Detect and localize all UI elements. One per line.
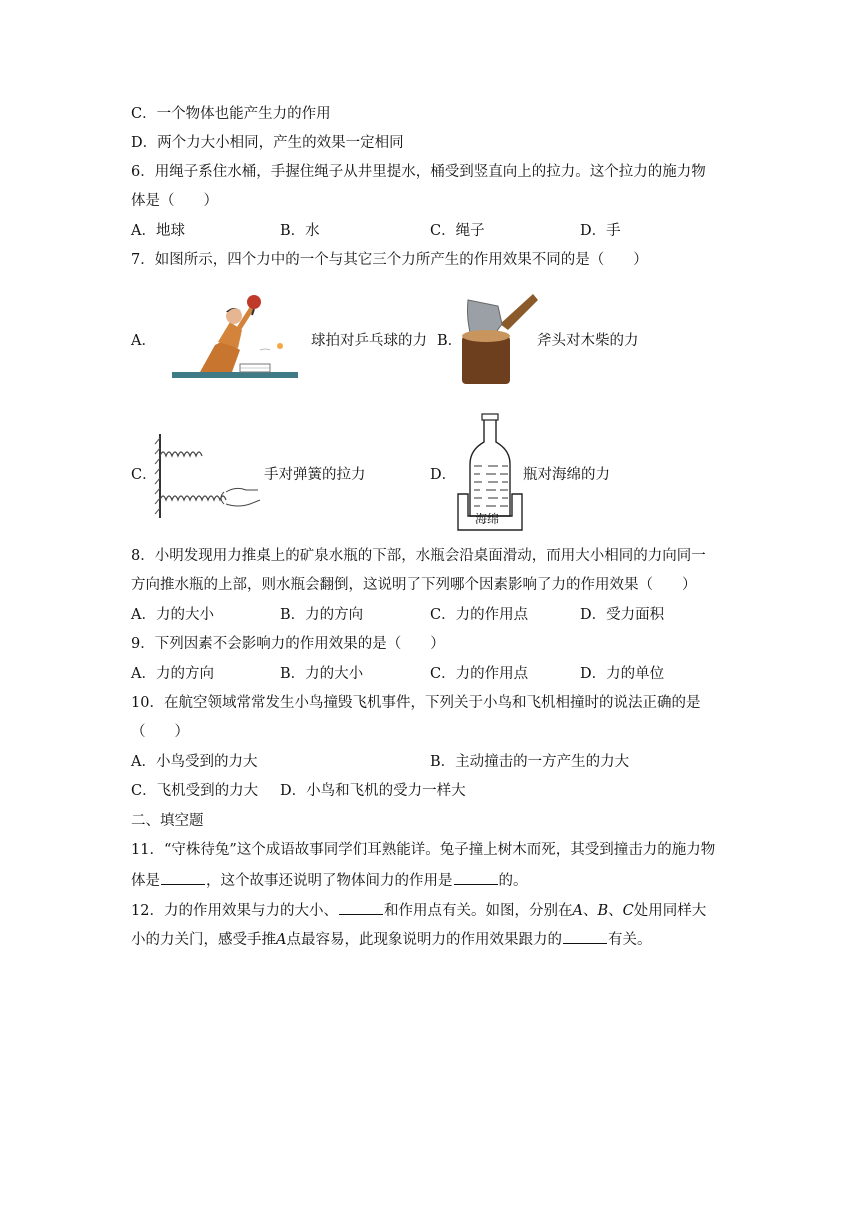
q6-option-b: B．水 bbox=[280, 223, 320, 239]
q7-stem: 7．如图所示，四个力中的一个与其它三个力所产生的作用效果不同的是（ ） bbox=[131, 252, 648, 268]
q7-option-c-label: C． bbox=[131, 467, 157, 483]
point-c-label: C bbox=[622, 903, 634, 919]
q12-text-c: 处用同样大 bbox=[633, 903, 707, 919]
q11-stem-line2 bbox=[131, 870, 528, 890]
q11-blank-1[interactable] bbox=[161, 870, 205, 885]
q6-option-d: D．手 bbox=[580, 223, 621, 239]
q9-option-d: D．力的单位 bbox=[580, 666, 665, 682]
spring-figure bbox=[154, 432, 262, 520]
q7-option-b-text: 斧头对木柴的力 bbox=[537, 333, 639, 349]
sponge-label: 海绵 bbox=[475, 512, 500, 526]
q11-blank-2[interactable] bbox=[454, 870, 498, 885]
q8-option-c: C．力的作用点 bbox=[430, 607, 529, 623]
q12-text-d: 小的力关门，感受手推 bbox=[131, 932, 276, 948]
q7-option-d-label: D． bbox=[430, 467, 457, 483]
q9-option-b: B．力的大小 bbox=[280, 666, 364, 682]
q12-blank-1[interactable] bbox=[339, 900, 383, 915]
q8-stem-line2: 方向推水瓶的上部，则水瓶会翻倒，这说明了下列哪个因素影响了力的作用效果（ ） bbox=[131, 577, 697, 593]
ping-pong-player-figure bbox=[170, 290, 300, 386]
q6-stem-line2: 体是（ ） bbox=[131, 193, 218, 209]
separator: 、 bbox=[582, 903, 598, 919]
q8-option-b: B．力的方向 bbox=[280, 607, 364, 623]
q12-text-b: 和作用点有关。如图，分别在 bbox=[383, 903, 573, 919]
q10-option-a: A．小鸟受到的力大 bbox=[131, 754, 258, 770]
q7-option-d-text: 瓶对海绵的力 bbox=[523, 467, 610, 483]
separator: 、 bbox=[608, 903, 623, 919]
q10-option-c: C．飞机受到的力大 bbox=[131, 783, 259, 799]
q7-option-c-text: 手对弹簧的拉力 bbox=[264, 467, 366, 483]
q9-option-c: C．力的作用点 bbox=[430, 666, 529, 682]
q6-option-c: C．绳子 bbox=[430, 223, 485, 239]
q8-option-a: A．力的大小 bbox=[131, 607, 214, 623]
section-heading: 二、填空题 bbox=[131, 813, 204, 829]
q10-stem-line1: 10．在航空领域常常发生小鸟撞毁飞机事件，下列关于小鸟和飞机相撞时的说法正确的是 bbox=[131, 695, 701, 711]
q10-stem-line2: （ ） bbox=[131, 724, 189, 740]
q5-option-d: D．两个力大小相同，产生的效果一定相同 bbox=[131, 135, 404, 151]
point-a-label: A bbox=[276, 932, 287, 948]
point-b-label: B bbox=[597, 903, 609, 919]
q6-option-a: A．地球 bbox=[131, 223, 185, 239]
q5-option-c: C．一个物体也能产生力的作用 bbox=[131, 106, 331, 122]
q12-text-f: 有关。 bbox=[607, 932, 652, 948]
q8-option-d: D．受力面积 bbox=[580, 607, 665, 623]
q12-blank-2[interactable] bbox=[563, 929, 607, 944]
q11-text-a: 体是 bbox=[131, 873, 160, 889]
q10-option-b: B．主动撞击的一方产生的力大 bbox=[430, 754, 630, 770]
point-a-label: A bbox=[572, 903, 583, 919]
q12-stem-line1 bbox=[131, 900, 706, 920]
q12-stem-line2 bbox=[131, 929, 651, 949]
q11-text-c: 的。 bbox=[498, 873, 528, 889]
q11-stem-line1: 11．“守株待兔”这个成语故事同学们耳熟能详。兔子撞上树木而死，其受到撞击力的施力物 bbox=[131, 842, 716, 858]
q12-text-e: 点最容易，此现象说明力的作用效果跟力的 bbox=[286, 932, 562, 948]
q9-option-a: A．力的方向 bbox=[131, 666, 214, 682]
q9-stem: 9．下列因素不会影响力的作用效果的是（ ） bbox=[131, 636, 445, 652]
q12-text-a: 12．力的作用效果与力的大小、 bbox=[131, 903, 338, 919]
q8-stem-line1: 8．小明发现用力推桌上的矿泉水瓶的下部，水瓶会沿桌面滑动，而用大小相同的力向同一 bbox=[131, 548, 706, 564]
q11-text-b: ，这个故事还说明了物体间力的作用是 bbox=[206, 873, 453, 889]
axe-and-log-figure bbox=[458, 290, 538, 388]
q7-option-a-label: A． bbox=[131, 333, 156, 349]
q7-option-b-label: B． bbox=[437, 333, 463, 349]
q7-option-a-text: 球拍对乒乓球的力 bbox=[311, 333, 427, 349]
q10-option-d: D．小鸟和飞机的受力一样大 bbox=[280, 783, 466, 799]
q6-stem-line1: 6．用绳子系住水桶，手握住绳子从井里提水，桶受到竖直向上的拉力。这个拉力的施力物 bbox=[131, 164, 706, 180]
